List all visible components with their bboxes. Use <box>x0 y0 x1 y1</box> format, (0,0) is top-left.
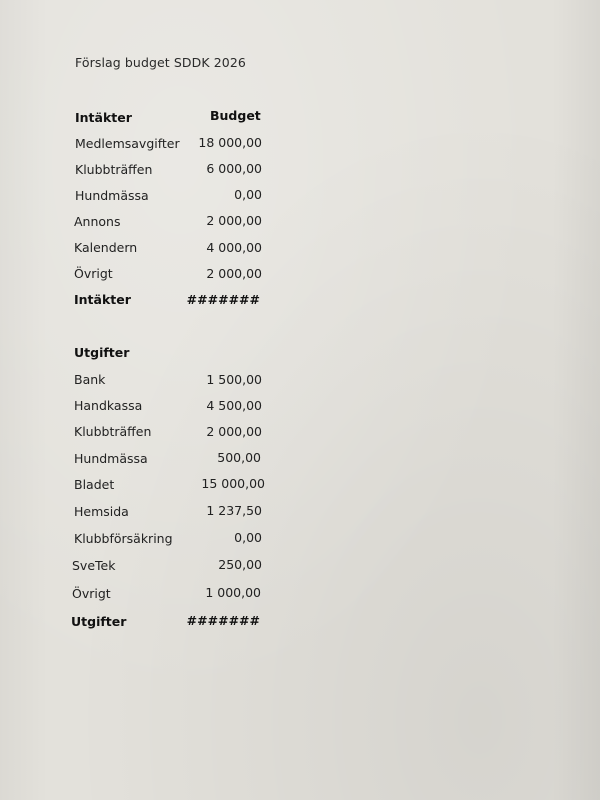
expenses-total-label: Utgifter <box>71 614 127 629</box>
expense-row-amount: 1 237,50 <box>206 503 262 518</box>
expense-row-amount: 2 000,00 <box>206 424 262 439</box>
income-total-amount: ####### <box>186 292 260 307</box>
expense-row-label: Hemsida <box>74 504 129 519</box>
income-row-amount: 18 000,00 <box>198 135 262 150</box>
income-row-label: Övrigt <box>74 266 113 281</box>
expense-row-label: SveTek <box>72 558 116 573</box>
income-total-label: Intäkter <box>74 292 131 307</box>
expense-row-label: Handkassa <box>74 398 143 413</box>
expenses-heading: Utgifter <box>74 345 130 360</box>
document-title: Förslag budget SDDK 2026 <box>75 55 246 70</box>
income-row-amount: 2 000,00 <box>206 213 262 228</box>
expense-row-label: Hundmässa <box>74 451 148 466</box>
expense-row-label: Bank <box>74 372 106 387</box>
income-row-amount: 0,00 <box>234 187 262 202</box>
expense-row-label: Övrigt <box>72 586 111 601</box>
expense-row-amount: 0,00 <box>234 530 262 545</box>
expense-row-label: Klubbförsäkring <box>74 531 173 546</box>
income-row-label: Annons <box>74 214 121 229</box>
income-row-amount: 4 000,00 <box>206 240 262 255</box>
expense-row-amount: 4 500,00 <box>206 398 262 413</box>
expense-row-amount: 1 000,00 <box>205 585 261 600</box>
income-heading: Intäkter <box>75 110 132 125</box>
expense-row-amount: 1 500,00 <box>206 372 262 387</box>
expense-row-amount: 250,00 <box>218 557 262 572</box>
income-row-label: Medlemsavgifter <box>75 136 180 151</box>
budget-column-heading: Budget <box>210 108 261 123</box>
expense-row-label: Bladet <box>74 477 115 492</box>
expense-row-amount: 15 000,00 <box>201 476 265 491</box>
expense-row-amount: 500,00 <box>217 450 261 465</box>
expenses-total-amount: ####### <box>186 613 260 628</box>
income-row-label: Hundmässa <box>75 188 149 203</box>
expense-row-label: Klubbträffen <box>74 424 152 439</box>
income-row-label: Kalendern <box>74 240 138 255</box>
income-row-amount: 6 000,00 <box>206 161 262 176</box>
income-row-amount: 2 000,00 <box>206 266 262 281</box>
income-row-label: Klubbträffen <box>75 162 153 177</box>
